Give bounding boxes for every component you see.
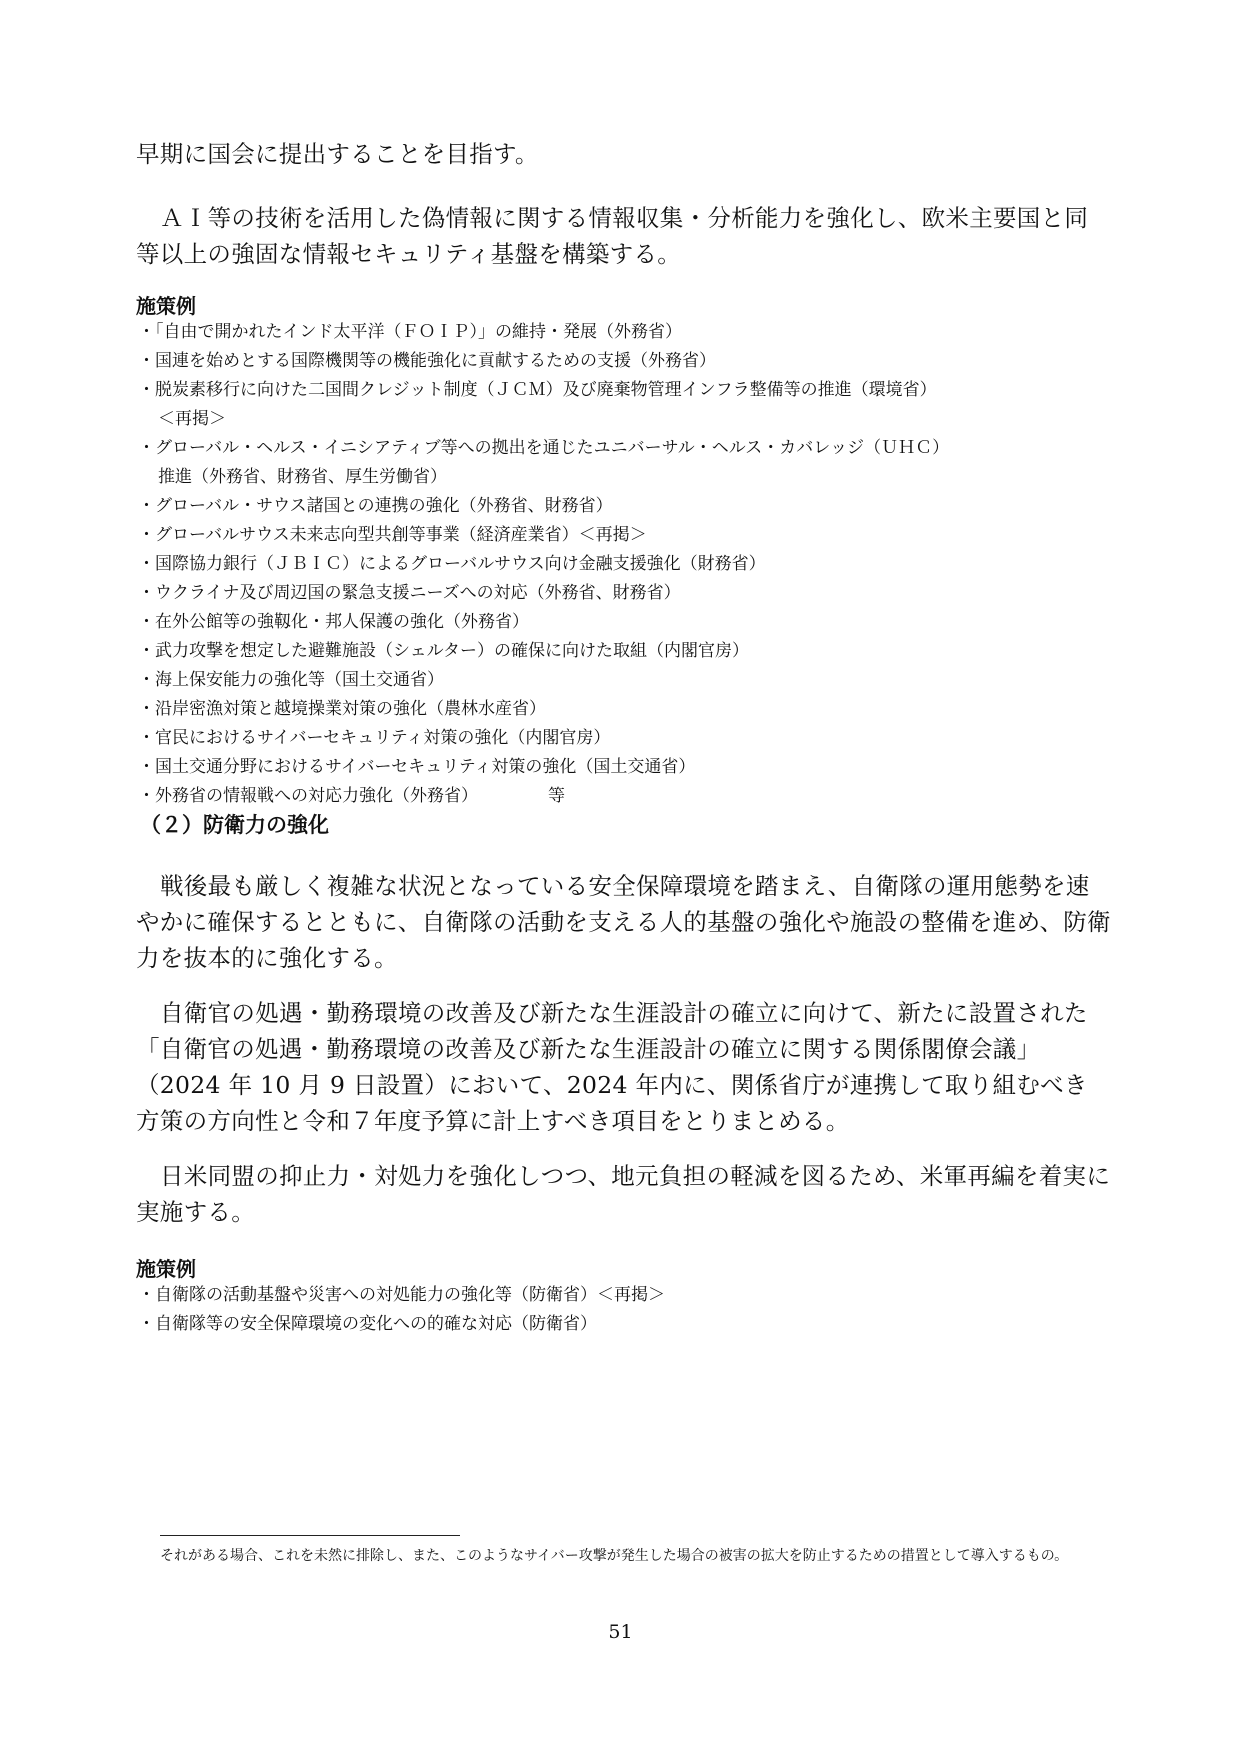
list-item: ・武力攻撃を想定した避難施設（シェルター）の確保に向けた取組（内閣官房）: [138, 641, 749, 661]
paragraph-defense: 戦後最も厳しく複雑な状況となっている安全保障環境を踏まえ、自衛隊の運用態勢を速やかに確保するとともに、自衛隊の活動を支える人的基盤の強化や施設の整備を進め、防衛力を抜本的に強化する。: [136, 872, 1111, 972]
list-item: ・「自由で開かれたインド太平洋（ＦＯＩＰ）」の維持・発展（外務省）: [138, 322, 682, 342]
measures-heading-2: 施策例: [136, 1257, 196, 1281]
paragraph-continuation: 早期に国会に提出することを目指す。: [136, 140, 539, 168]
measures-list-1: [138, 318, 1118, 811]
list-item: ・官民におけるサイバーセキュリティ対策の強化（内閣官房）: [138, 728, 611, 748]
list-item: ・グローバルサウス未来志向型共創等事業（経済産業省）＜再掲＞: [138, 525, 647, 545]
list-item: ・国際協力銀行（ＪＢＩＣ）によるグローバルサウス向け金融支援強化（財務省）: [138, 554, 766, 574]
list-item: ・脱炭素移行に向けた二国間クレジット制度（ＪＣＭ）及び廃棄物管理インフラ整備等の推進（環境省） ＜再掲＞: [138, 380, 937, 429]
footnote: それがある場合、これを未然に排除し、また、このようなサイバー攻撃が発生した場合の被害の拡大を防止するための措置として導入するもの。: [160, 1548, 1069, 1564]
list-item: ・海上保安能力の強化等（国土交通省）: [138, 670, 444, 690]
paragraph-ai-disinformation: ＡＩ等の技術を活用した偽情報に関する情報収集・分析能力を強化し、欧米主要国と同等以上の強固な情報セキュリティ基盤を構築する。: [136, 204, 1089, 268]
section-title: （２）防衛力の強化: [140, 813, 329, 837]
footnote-divider: [160, 1535, 460, 1536]
list-item: ・自衛隊等の安全保障環境の変化への的確な対応（防衛省）: [138, 1314, 597, 1334]
list-item: ・ウクライナ及び周辺国の緊急支援ニーズへの対応（外務省、財務省）: [138, 583, 681, 603]
paragraph-sdf-personnel: 自衛官の処遇・勤務環境の改善及び新たな生涯設計の確立に向けて、新たに設置された「自衛官の処遇・勤務環境の改善及び新たな生涯設計の確立に関する関係閣僚会議」（2024 年 10 月 9 日設置）において、2024 年内に、関係省庁が連携して取り組むべき方策の方向性と令和７年度予算に計上すべき項目をとりまとめる。: [136, 999, 1088, 1135]
paragraph-us-japan-alliance: 日米同盟の抑止力・対処力を強化しつつ、地元負担の軽減を図るため、米軍再編を着実に実施する。: [136, 1162, 1111, 1226]
measures-list-2: [138, 1281, 1118, 1339]
measures-heading-1: 施策例: [136, 294, 196, 318]
list-item: ・自衛隊の活動基盤や災害への対処能力の強化等（防衛省）＜再掲＞: [138, 1285, 665, 1305]
list-item: ・国連を始めとする国際機関等の機能強化に貢献するための支援（外務省）: [138, 351, 716, 371]
list-item: ・在外公館等の強靱化・邦人保護の強化（外務省）: [138, 612, 529, 632]
list-item: ・外務省の情報戦への対応力強化（外務省） 等: [138, 782, 1118, 811]
page-number: 51: [608, 1621, 633, 1643]
list-item: ・グローバル・ヘルス・イニシアティブ等への拠出を通じたユニバーサル・ヘルス・カバレッジ（ＵＨＣ） 推進（外務省、財務省、厚生労働省）: [138, 438, 950, 487]
etc-label: 等: [548, 786, 565, 806]
list-item: ・グローバル・サウス諸国との連携の強化（外務省、財務省）: [138, 496, 613, 516]
list-item: ・国土交通分野におけるサイバーセキュリティ対策の強化（国土交通省）: [138, 757, 696, 777]
list-item: ・沿岸密漁対策と越境操業対策の強化（農林水産省）: [138, 699, 546, 719]
